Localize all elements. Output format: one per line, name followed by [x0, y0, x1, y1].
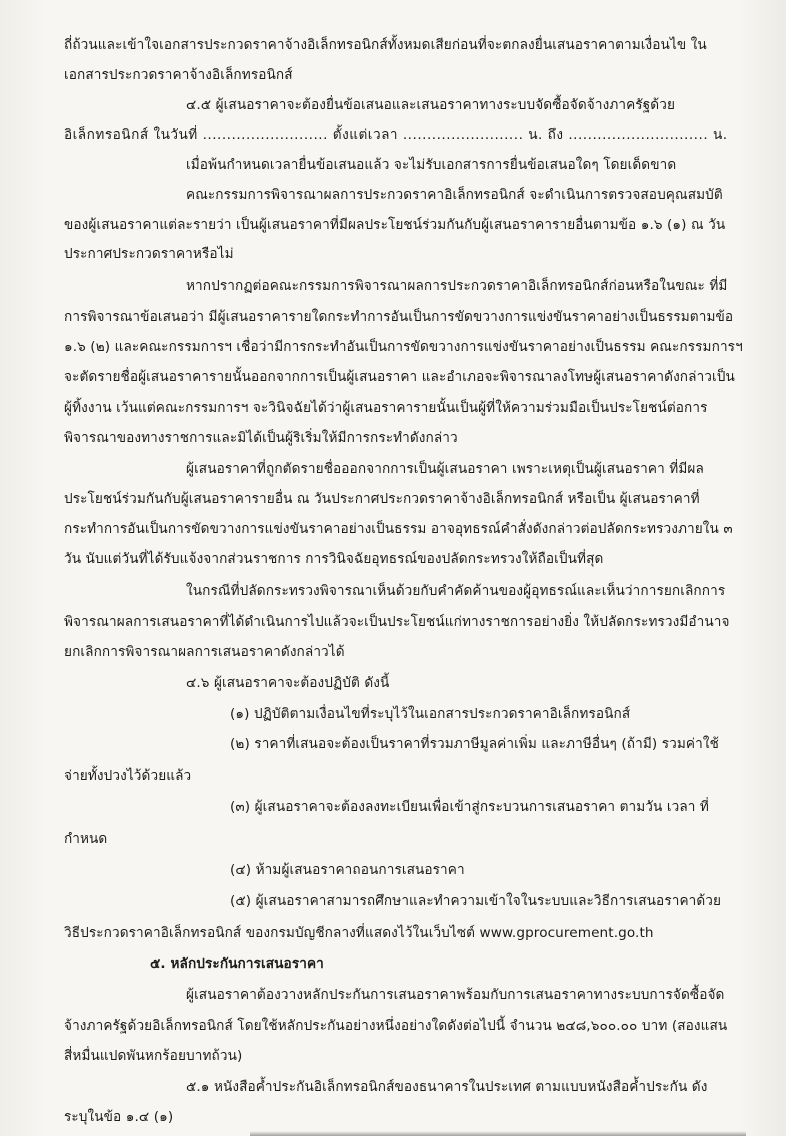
- list-item-5: (๕) ผู้เสนอราคาสามารถศึกษาและทำความเข้าใจในระบบและวิธีการเสนอราคาด้วย: [230, 893, 722, 909]
- doc-line-15: ผู้เสนอราคาที่ถูกตัดรายชื่อออกจากการเป็นผู้เสนอราคา เพราะเหตุเป็นผู้เสนอราคา ที่มีผล: [186, 461, 704, 477]
- doc-line-7: ของผู้เสนอราคาแต่ละรายว่า เป็นผู้เสนอราคาที่มีผลประโยชน์ร่วมกันกับผู้เสนอราคารายอื่นตามข้อ ๑.๖ (๑) ณ วัน: [64, 217, 726, 233]
- doc-line-34: สี่หมื่นแปดพันหกร้อยบาทถ้วน): [64, 1048, 243, 1064]
- doc-line-10: การพิจารณาข้อเสนอว่า มีผู้เสนอราคารายใดกระทำการอันเป็นการขัดขวางการแข่งขันราคาอย่างเป็นธรรมตามข้อ: [64, 309, 734, 325]
- doc-line-5: เมื่อพ้นกำหนดเวลายื่นข้อเสนอแล้ว จะไม่รับเอกสารการยื่นข้อเสนอใดๆ โดยเด็ดขาด: [186, 157, 677, 173]
- page-bottom-shadow: [250, 1131, 746, 1136]
- list-item-3: (๓) ผู้เสนอราคาจะต้องลงทะเบียนเพื่อเข้าสู่กระบวนการเสนอราคา ตามวัน เวลา ที่: [230, 799, 709, 815]
- section-4-6-heading: ๔.๖ ผู้เสนอราคาจะต้องปฏิบัติ ดังนี้: [186, 675, 390, 691]
- doc-line-12: จะตัดรายชื่อผู้เสนอราคารายนั้นออกจากการเป็นผู้เสนอราคา และอำเภอจะพิจารณาลงโทษผู้เสนอราคาดังกล่าวเป็น: [64, 369, 735, 385]
- list-item-4: (๔) ห้ามผู้เสนอราคาถอนการเสนอราคา: [230, 862, 465, 878]
- doc-line-36: ระบุในข้อ ๑.๔ (๑): [64, 1109, 174, 1125]
- doc-line-13: ผู้ทิ้งงาน เว้นแต่คณะกรรมการฯ จะวินิจฉัยได้ว่าผู้เสนอราคารายนั้นเป็นผู้ที่ให้ความร่วมมือเป็นประโยชน์ต่อการ: [64, 400, 708, 416]
- section-5-1-heading: ๕.๑ หนังสือค้ำประกันอิเล็กทรอนิกส์ของธนาคารในประเทศ ตามแบบหนังสือค้ำประกัน ดัง: [186, 1079, 708, 1095]
- doc-line-11: ๑.๖ (๒) และคณะกรรมการฯ เชื่อว่ามีการกระทำอันเป็นการขัดขวางการแข่งขันราคาอย่างเป็นธรรม คณะกรรมการฯ: [64, 339, 743, 355]
- doc-line-14: พิจารณาของทางราชการและมิได้เป็นผู้ริเริ่มให้มีการกระทำดังกล่าว: [64, 430, 458, 446]
- doc-line-20: พิจารณาผลการเสนอราคาที่ได้ดำเนินการไปแล้วจะเป็นประโยชน์แก่ทางราชการอย่างยิ่ง ให้ปลัดกระทรวงมีอำนาจ: [64, 614, 730, 630]
- doc-line-32: ผู้เสนอราคาต้องวางหลักประกันการเสนอราคาพร้อมกับการเสนอราคาทางระบบการจัดซื้อจัด: [186, 987, 725, 1003]
- doc-line-6: คณะกรรมการพิจารณาผลการประกวดราคาอิเล็กทรอนิกส์ จะดำเนินการตรวจสอบคุณสมบัติ: [186, 187, 723, 203]
- doc-line-8: ประกาศประกวดราคาหรือไม่: [64, 246, 234, 262]
- doc-line-19: ในกรณีที่ปลัดกระทรวงพิจารณาเห็นด้วยกับคำคัดค้านของผู้อุทธรณ์และเห็นว่าการยกเลิกการ: [186, 583, 726, 599]
- list-item-3-cont: กำหนด: [64, 831, 108, 847]
- doc-line-1: ถี่ถ้วนและเข้าใจเอกสารประกวดราคาจ้างอิเล็กทรอนิกส์ทั้งหมดเสียก่อนที่จะตกลงยื่นเสนอราคาตามเงื่อนไข ใน: [64, 37, 707, 53]
- doc-line-21: ยกเลิกการพิจารณาผลการเสนอราคาดังกล่าวได้: [64, 644, 345, 660]
- section-4-5-heading: ๔.๕ ผู้เสนอราคาจะต้องยื่นข้อเสนอและเสนอราคาทางระบบจัดซื้อจัดจ้างภาครัฐด้วย: [186, 97, 676, 113]
- doc-line-2: เอกสารประกวดราคาจ้างอิเล็กทรอนิกส์: [64, 67, 293, 83]
- section-5-heading: ๕. หลักประกันการเสนอราคา: [150, 956, 324, 972]
- doc-line-9: หากปรากฏต่อคณะกรรมการพิจารณาผลการประกวดราคาอิเล็กทรอนิกส์ก่อนหรือในขณะ ที่มี: [186, 278, 728, 294]
- doc-line-16: ประโยชน์ร่วมกันกับผู้เสนอราคารายอื่น ณ วันประกาศประกวดราคาจ้างอิเล็กทรอนิกส์ หรือเป็น ผู้เสนอราคาที่: [64, 491, 700, 507]
- doc-line-17: กระทำการอันเป็นการขัดขวางการแข่งขันราคาอย่างเป็นธรรม อาจอุทธรณ์คำสั่งดังกล่าวต่อปลัดกระทรวงภายใน ๓: [64, 521, 733, 537]
- doc-line-18: วัน นับแต่วันที่ได้รับแจ้งจากส่วนราชการ การวินิจฉัยอุทธรณ์ของปลัดกระทรวงให้ถือเป็นที่สุด: [64, 551, 604, 567]
- list-item-5-cont: วิธีประกวดราคาอิเล็กทรอนิกส์ ของกรมบัญชีกลางที่แสดงไว้ในเว็บไซต์ www.gprocurement.go.th: [64, 925, 654, 941]
- list-item-2: (๒) ราคาที่เสนอจะต้องเป็นราคาที่รวมภาษีมูลค่าเพิ่ม และภาษีอื่นๆ (ถ้ามี) รวมค่าใช้: [230, 736, 719, 752]
- doc-line-33: จ้างภาครัฐด้วยอิเล็กทรอนิกส์ โดยใช้หลักประกันอย่างหนึ่งอย่างใดดังต่อไปนี้ จำนวน ๒๔๘,๖๐๐.๐๐ บาท (สองแสน: [64, 1018, 728, 1034]
- list-item-2-cont: จ่ายทั้งปวงไว้ด้วยแล้ว: [64, 768, 192, 784]
- list-item-1: (๑) ปฏิบัติตามเงื่อนไขที่ระบุไว้ในเอกสารประกวดราคาอิเล็กทรอนิกส์: [230, 706, 631, 722]
- doc-line-submission-date: อิเล็กทรอนิกส์ ในวันที่ .......................... ตั้งแต่เวลา ......................... น. ถึง ............................. น.: [64, 127, 728, 143]
